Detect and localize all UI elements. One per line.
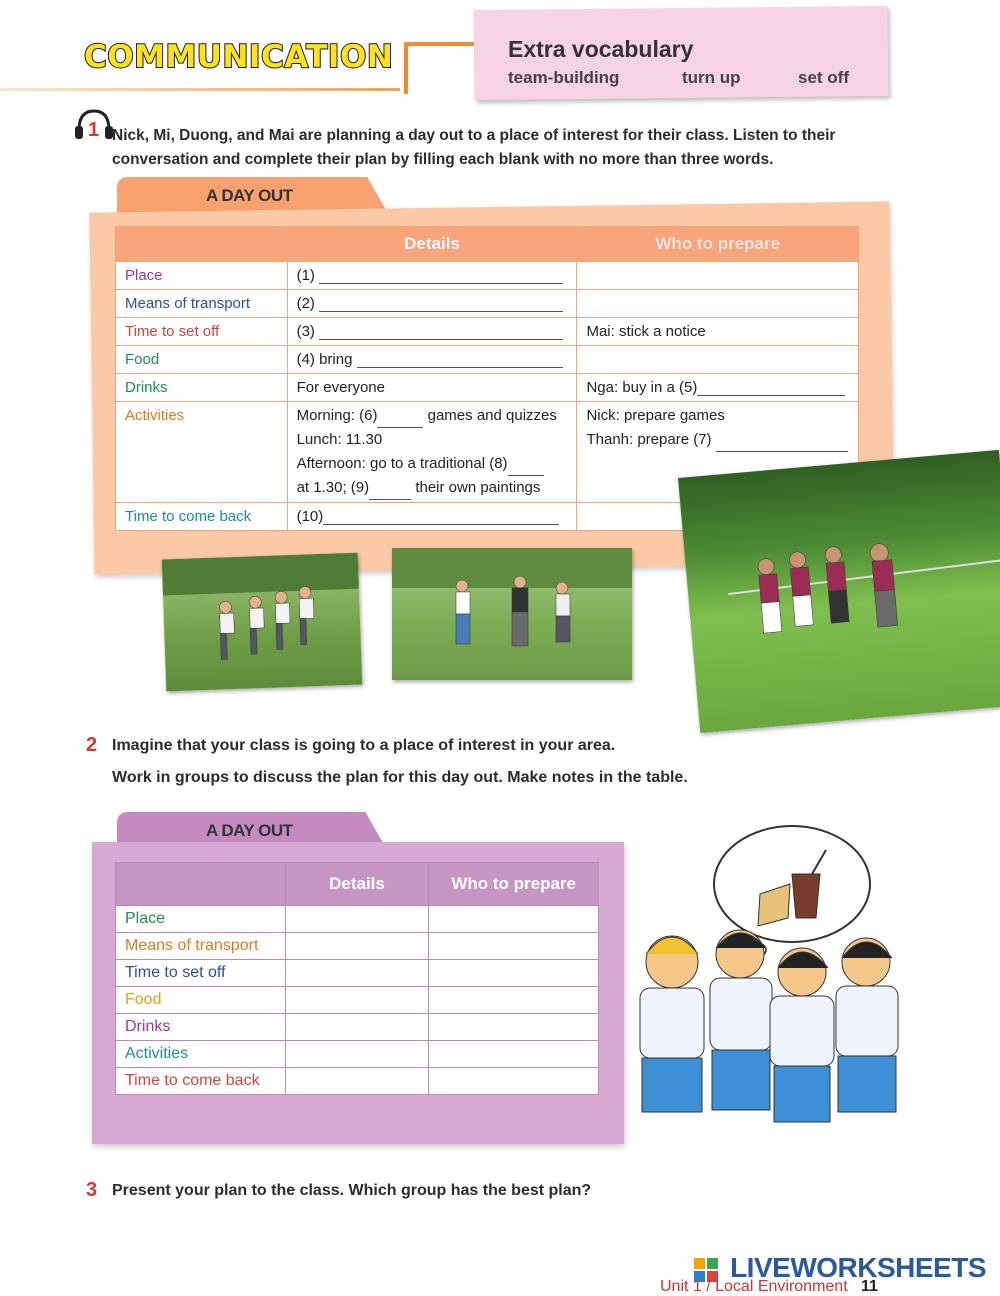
exercise-2-line1: Imagine that your class is going to a place of interest in your area. <box>112 737 616 754</box>
row-label-activities: Activities <box>116 402 288 503</box>
table-row <box>116 1014 599 1041</box>
row-label-food: Food <box>116 346 288 374</box>
section-title: COMMUNICATION <box>84 39 394 75</box>
row-label-transport: Means of transport <box>116 290 288 318</box>
table-row <box>116 290 859 318</box>
day-out-tab-label: A DAY OUT <box>206 186 293 205</box>
group-plan-table <box>115 862 599 1095</box>
header-bracket <box>404 42 478 94</box>
who-drinks: Nga: buy in a (5) <box>586 379 698 396</box>
blank-9[interactable] <box>369 485 411 500</box>
drink-cup-icon <box>792 874 820 918</box>
blank-7[interactable] <box>716 437 848 452</box>
exercise-3-text: Present your plan to the class. Which group has the best plan? <box>112 1182 592 1199</box>
who-set-off: Mai: stick a notice <box>577 318 859 346</box>
who-cell[interactable] <box>429 906 599 933</box>
exercise-2-number: 2 <box>86 734 98 756</box>
details-cell[interactable] <box>285 1068 429 1095</box>
who-place <box>577 262 859 290</box>
who-cell[interactable] <box>429 1014 599 1041</box>
details-cell[interactable] <box>285 960 429 987</box>
row-label-transport: Means of transport <box>116 933 286 960</box>
table-header-who: Who to prepare <box>429 863 599 906</box>
exercise-2-line2: Work in groups to discuss the plan for this day out. Make notes in the table. <box>112 769 688 786</box>
students-thinking-illustration <box>620 822 910 1132</box>
exercise-1-number: 1 <box>88 119 100 141</box>
table-row <box>116 933 599 960</box>
vocab-word: team-building <box>508 68 620 87</box>
blank-4[interactable] <box>357 353 563 368</box>
details-cell[interactable] <box>285 906 429 933</box>
day-out-tab-2-label: A DAY OUT <box>206 821 293 840</box>
exercise-1-instruction-line1: Nick, Mi, Duong, and Mai are planning a day out to a place of interest for their class. Listen to their <box>112 127 836 144</box>
unit-label: Unit 1 / Local Environment 11 <box>660 1278 878 1295</box>
drinks-details: For everyone <box>287 374 577 402</box>
details-cell[interactable] <box>285 987 429 1014</box>
table-row <box>116 262 859 290</box>
extra-vocabulary-title: Extra vocabulary <box>508 36 694 62</box>
liveworksheets-logo[interactable]: LIVEWORKSHEETS <box>730 1252 986 1283</box>
activities-afternoon: Afternoon: go to a traditional (8) <box>296 455 508 472</box>
details-cell[interactable] <box>285 933 429 960</box>
row-label-drinks: Drinks <box>116 1014 286 1041</box>
blank-6[interactable] <box>377 413 423 428</box>
table-header-who: Who to prepare <box>577 227 859 262</box>
students-illustration <box>162 553 362 692</box>
table-row <box>116 318 859 346</box>
table-header-empty <box>116 863 286 906</box>
blank-2-label: (2) <box>296 295 315 312</box>
row-label-activities: Activities <box>116 1041 286 1068</box>
row-label-place: Place <box>116 262 288 290</box>
table-row <box>116 346 859 374</box>
header-divider <box>0 88 400 91</box>
table-header-empty <box>116 227 288 262</box>
students-illustration <box>678 450 1000 733</box>
activities-paintings: their own paintings <box>415 479 541 496</box>
who-cell[interactable] <box>429 960 599 987</box>
who-transport <box>577 290 859 318</box>
blank-1-label: (1) <box>296 267 315 284</box>
details-cell[interactable] <box>285 1014 429 1041</box>
row-label-place: Place <box>116 906 286 933</box>
activities-morning-games: games and quizzes <box>427 407 557 424</box>
table-header-details: Details <box>285 863 429 906</box>
photo-tug-of-war-2 <box>392 548 632 680</box>
thought-bubble <box>714 826 870 942</box>
who-cell[interactable] <box>429 987 599 1014</box>
blank-10-label: (10) <box>296 508 324 525</box>
row-label-food: Food <box>116 987 286 1014</box>
activities-morning: Morning: (6) <box>296 407 378 424</box>
blank-5[interactable] <box>697 381 845 396</box>
blank-2[interactable] <box>319 297 563 312</box>
activities-afternoon-time: at 1.30; (9) <box>296 479 370 496</box>
activities-lunch: Lunch: 11.30 <box>296 431 383 448</box>
row-label-come-back: Time to come back <box>116 503 288 531</box>
row-label-set-off: Time to set off <box>116 318 288 346</box>
row-label-drinks: Drinks <box>116 374 288 402</box>
table-row <box>116 1068 599 1095</box>
blank-3-label: (3) <box>296 323 315 340</box>
blank-3[interactable] <box>319 325 563 340</box>
students-illustration <box>392 548 632 680</box>
who-activities-nick: Nick: prepare games <box>586 407 725 424</box>
details-cell[interactable] <box>285 1041 429 1068</box>
photo-tug-of-war-3 <box>678 450 1000 733</box>
table-row <box>116 987 599 1014</box>
table-header-details: Details <box>287 227 577 262</box>
table-row <box>116 960 599 987</box>
blank-4-label: (4) bring <box>296 351 353 368</box>
who-cell[interactable] <box>429 1068 599 1095</box>
row-label-set-off: Time to set off <box>116 960 286 987</box>
who-activities-thanh: Thanh: prepare (7) <box>586 431 712 448</box>
exercise-3-number: 3 <box>86 1179 98 1201</box>
vocab-word: turn up <box>682 68 741 87</box>
vocab-word: set off <box>798 68 849 87</box>
table-row <box>116 374 859 402</box>
blank-10[interactable] <box>323 510 559 525</box>
exercise-1-instruction-line2: conversation and complete their plan by filling each blank with no more than three words. <box>112 151 774 168</box>
photo-tug-of-war-1 <box>162 553 362 692</box>
who-cell[interactable] <box>429 1041 599 1068</box>
who-cell[interactable] <box>429 933 599 960</box>
blank-8[interactable] <box>508 461 544 476</box>
blank-1[interactable] <box>319 269 563 284</box>
row-label-come-back: Time to come back <box>116 1068 286 1095</box>
who-food <box>577 346 859 374</box>
table-row <box>116 1041 599 1068</box>
table-row <box>116 906 599 933</box>
